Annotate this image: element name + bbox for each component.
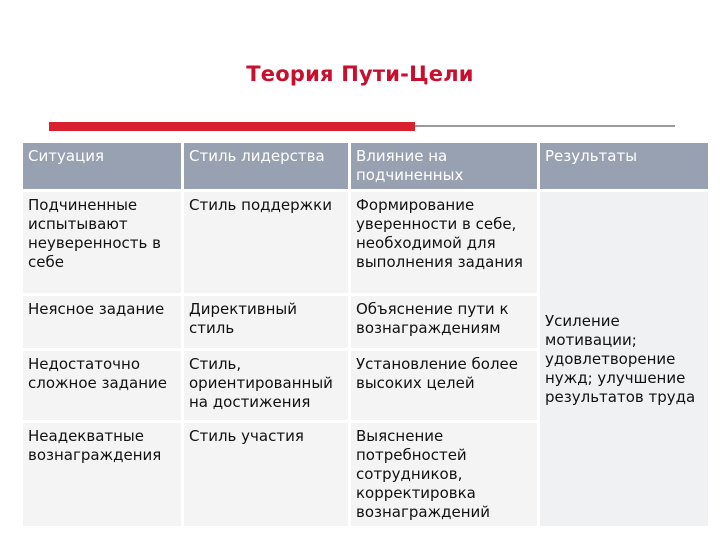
title-accent-bar bbox=[49, 122, 415, 131]
cell-effect: Формирование уверенности в себе, необходимой для выполнения задания bbox=[351, 192, 537, 293]
cell-style: Директивный стиль bbox=[184, 296, 348, 348]
cell-effect: Выяснение потребностей сотрудников, корректировка вознаграждений bbox=[351, 423, 537, 526]
cell-situation: Неясное задание bbox=[23, 296, 181, 348]
cell-style: Стиль поддержки bbox=[184, 192, 348, 293]
header-situation: Ситуация bbox=[23, 143, 181, 189]
header-results: Результаты bbox=[540, 143, 708, 189]
cell-situation: Подчиненные испытывают неуверенность в себе bbox=[23, 192, 181, 293]
cell-effect: Объяснение пути к вознаграждениям bbox=[351, 296, 537, 348]
title-divider-line bbox=[415, 125, 675, 127]
page-title: Теория Пути-Цели bbox=[246, 62, 474, 86]
cell-style: Стиль, ориентированный на достижения bbox=[184, 351, 348, 420]
cell-effect: Установление более высоких целей bbox=[351, 351, 537, 420]
cell-situation: Неадекватные вознаграждения bbox=[23, 423, 181, 526]
table-header-row bbox=[23, 143, 708, 189]
header-effect: Влияние на подчиненных bbox=[351, 143, 537, 189]
table-row bbox=[23, 192, 708, 293]
cell-situation: Недостаточно сложное задание bbox=[23, 351, 181, 420]
path-goal-table bbox=[20, 140, 711, 529]
cell-style: Стиль участия bbox=[184, 423, 348, 526]
cell-results: Усиление мотивации; удовлетворение нужд; улучшение результатов труда bbox=[540, 192, 708, 526]
header-leadership-style: Стиль лидерства bbox=[184, 143, 348, 189]
